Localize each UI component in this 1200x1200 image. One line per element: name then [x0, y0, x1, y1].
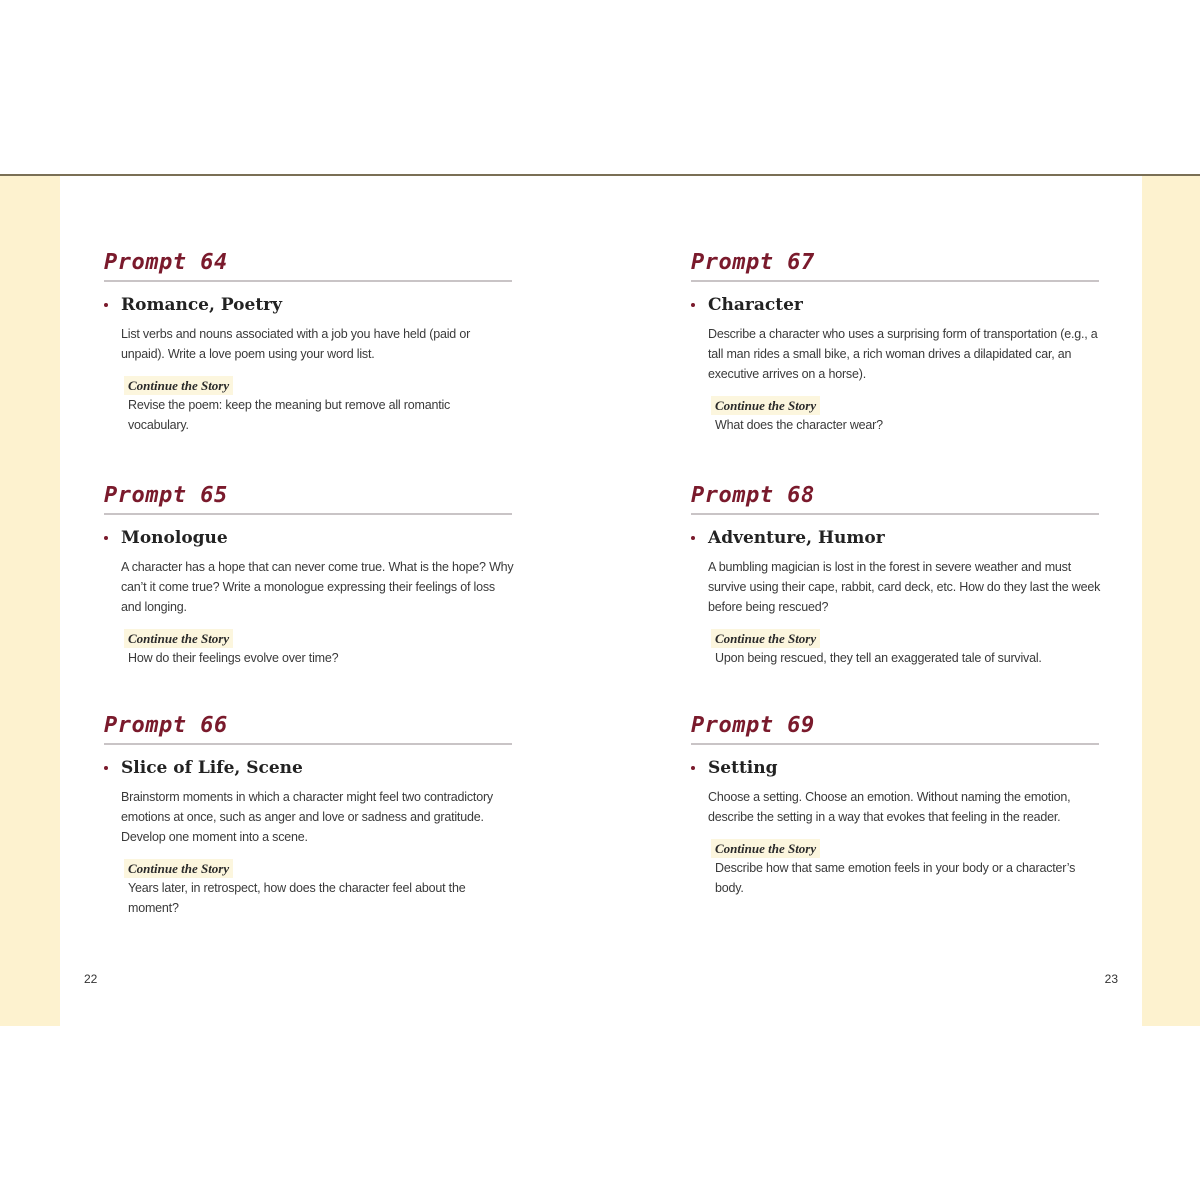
prompt-block: [104, 711, 514, 918]
prompt-text: Choose a setting. Choose an emotion. Without naming the emotion, describe the setting in a way that evokes that feeling in the reader.: [708, 790, 1071, 824]
prompt-block: [691, 248, 1101, 435]
continue-section: [691, 396, 1101, 435]
prompt-genre: [104, 294, 514, 316]
continue-label: Continue the Story: [711, 629, 820, 648]
continue-section: [104, 376, 514, 435]
prompt-title: Prompt 66: [104, 713, 228, 738]
continue-label: Continue the Story: [124, 859, 233, 878]
prompt-text: Brainstorm moments in which a character might feel two contradictory emotions at once, such as anger and love or sadness and gratitude. Develop one moment into a scene.: [121, 790, 493, 844]
prompt-title: Prompt 68: [691, 483, 815, 508]
prompt-title: Prompt 69: [691, 713, 815, 738]
bullet-icon: [691, 766, 695, 770]
continue-label: Continue the Story: [711, 396, 820, 415]
prompt-text: List verbs and nouns associated with a job you have held (paid or unpaid). Write a love poem using your word list.: [121, 327, 471, 361]
prompt-title: Prompt 65: [104, 483, 228, 508]
title-divider: [691, 743, 1099, 745]
genre-label: Slice of Life, Scene: [121, 758, 303, 778]
continue-text: Revise the poem: keep the meaning but remove all romantic vocabulary.: [128, 398, 451, 432]
bullet-icon: [104, 766, 108, 770]
page-number: 22: [84, 972, 98, 986]
continue-section: [104, 629, 514, 668]
title-divider: [691, 513, 1099, 515]
continue-section: [691, 629, 1101, 668]
title-divider: [104, 743, 512, 745]
genre-label: Setting: [708, 758, 778, 778]
prompt-text: Describe a character who uses a surprising form of transportation (e.g., a tall man rides a small bike, a rich woman drives a dilapidated car, an executive arrives on a horse).: [708, 327, 1098, 381]
continue-label: Continue the Story: [711, 839, 820, 858]
bullet-icon: [104, 536, 108, 540]
continue-section: [691, 839, 1101, 898]
continue-section: [104, 859, 514, 918]
continue-text: What does the character wear?: [715, 418, 883, 432]
continue-text: Upon being rescued, they tell an exaggerated tale of survival.: [715, 651, 1042, 665]
page-number: 23: [1104, 972, 1118, 986]
prompt-genre: [691, 294, 1101, 316]
prompt-genre: [104, 757, 514, 779]
continue-text: Years later, in retrospect, how does the character feel about the moment?: [128, 881, 466, 915]
prompt-genre: [104, 527, 514, 549]
genre-label: Monologue: [121, 528, 228, 548]
prompt-block: [104, 481, 514, 668]
prompt-title: Prompt 64: [104, 250, 228, 275]
genre-label: Adventure, Humor: [708, 528, 885, 548]
bullet-icon: [104, 303, 108, 307]
prompt-text: A character has a hope that can never come true. What is the hope? Why can’t it come true? Write a monologue expressing their feelings of loss and longing.: [121, 560, 514, 614]
prompt-text: A bumbling magician is lost in the forest in severe weather and must survive using their cape, rabbit, card deck, etc. How do they last the week before being rescued?: [708, 560, 1101, 614]
title-divider: [691, 280, 1099, 282]
bullet-icon: [691, 303, 695, 307]
title-divider: [104, 513, 512, 515]
genre-label: Character: [708, 295, 803, 315]
prompt-genre: [691, 527, 1101, 549]
bullet-icon: [691, 536, 695, 540]
book-spread: [0, 174, 1200, 1026]
prompt-block: [104, 248, 514, 435]
title-divider: [104, 280, 512, 282]
continue-text: Describe how that same emotion feels in your body or a character’s body.: [715, 861, 1076, 895]
genre-label: Romance, Poetry: [121, 295, 283, 315]
prompt-title: Prompt 67: [691, 250, 815, 275]
left-page: [60, 176, 600, 1026]
continue-label: Continue the Story: [124, 376, 233, 395]
prompt-block: [691, 711, 1101, 898]
continue-label: Continue the Story: [124, 629, 233, 648]
prompt-genre: [691, 757, 1101, 779]
continue-text: How do their feelings evolve over time?: [128, 651, 339, 665]
right-page: [600, 176, 1142, 1026]
prompt-block: [691, 481, 1101, 668]
